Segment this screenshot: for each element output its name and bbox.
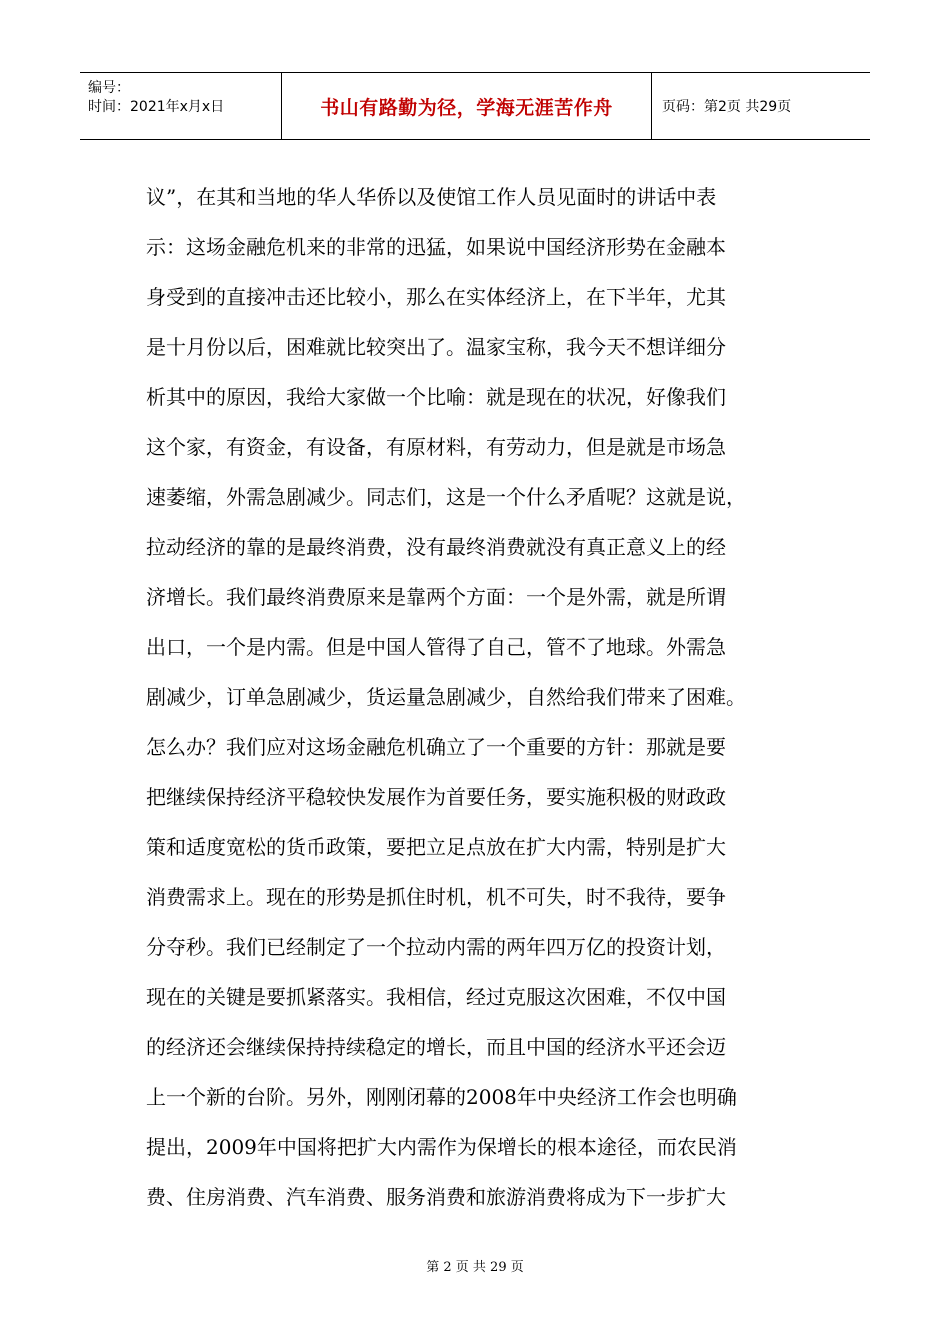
document-date-label: 时间：2021年x月x日 [88, 99, 225, 115]
body-line: 示：这场金融危机来的非常的迅猛，如果说中国经济形势在金融本 [146, 235, 726, 259]
header-motto: 书山有路勤为径，学海无涯苦作舟 [282, 73, 652, 139]
body-line: 提出，2009年中国将把扩大内需作为保增长的根本途径，而农民消 [146, 1135, 737, 1159]
page-footer: 第 2 页 共 29 页 [426, 1260, 524, 1275]
body-line: 现在的关键是要抓紧落实。我相信，经过克服这次困难，不仅中国 [146, 985, 726, 1009]
header-page-info: 页码：第2页 共29页 [662, 99, 792, 115]
body-line: 策和适度宽松的货币政策，要把立足点放在扩大内需，特别是扩大 [146, 835, 726, 859]
header-meta-cell [80, 73, 282, 139]
page-header [80, 72, 870, 140]
body-line: 把继续保持经济平稳较快发展作为首要任务，要实施积极的财政政 [146, 785, 726, 809]
body-line: 消费需求上。现在的形势是抓住时机，机不可失，时不我待，要争 [146, 885, 726, 909]
body-line: 速萎缩，外需急剧减少。同志们，这是一个什么矛盾呢？这就是说， [146, 485, 746, 509]
body-line: 议”，在其和当地的华人华侨以及使馆工作人员见面时的讲话中表 [146, 185, 717, 209]
body-line: 身受到的直接冲击还比较小，那么在实体经济上，在下半年，尤其 [146, 285, 726, 309]
body-line: 分夺秒。我们已经制定了一个拉动内需的两年四万亿的投资计划， [146, 935, 726, 959]
body-line: 是十月份以后，困难就比较突出了。温家宝称，我今天不想详细分 [146, 335, 726, 359]
body-line: 这个家，有资金，有设备，有原材料，有劳动力，但是就是市场急 [146, 435, 726, 459]
body-line: 济增长。我们最终消费原来是靠两个方面：一个是外需，就是所谓 [146, 585, 726, 609]
body-line: 的经济还会继续保持持续稳定的增长，而且中国的经济水平还会迈 [146, 1035, 726, 1059]
body-line: 析其中的原因，我给大家做一个比喻：就是现在的状况，好像我们 [146, 385, 726, 409]
document-number-label: 编号： [88, 80, 130, 96]
body-line: 上一个新的台阶。另外，刚刚闭幕的2008年中央经济工作会也明确 [146, 1085, 737, 1109]
body-line: 拉动经济的靠的是最终消费，没有最终消费就没有真正意义上的经 [146, 535, 726, 559]
document-body [146, 172, 826, 1222]
body-line: 费、住房消费、汽车消费、服务消费和旅游消费将成为下一步扩大 [146, 1185, 726, 1209]
body-line: 剧减少，订单急剧减少，货运量急剧减少，自然给我们带来了困难。 [146, 685, 746, 709]
body-line: 出口，一个是内需。但是中国人管得了自己，管不了地球。外需急 [146, 635, 726, 659]
body-line: 怎么办？我们应对这场金融危机确立了一个重要的方针：那就是要 [146, 735, 726, 759]
